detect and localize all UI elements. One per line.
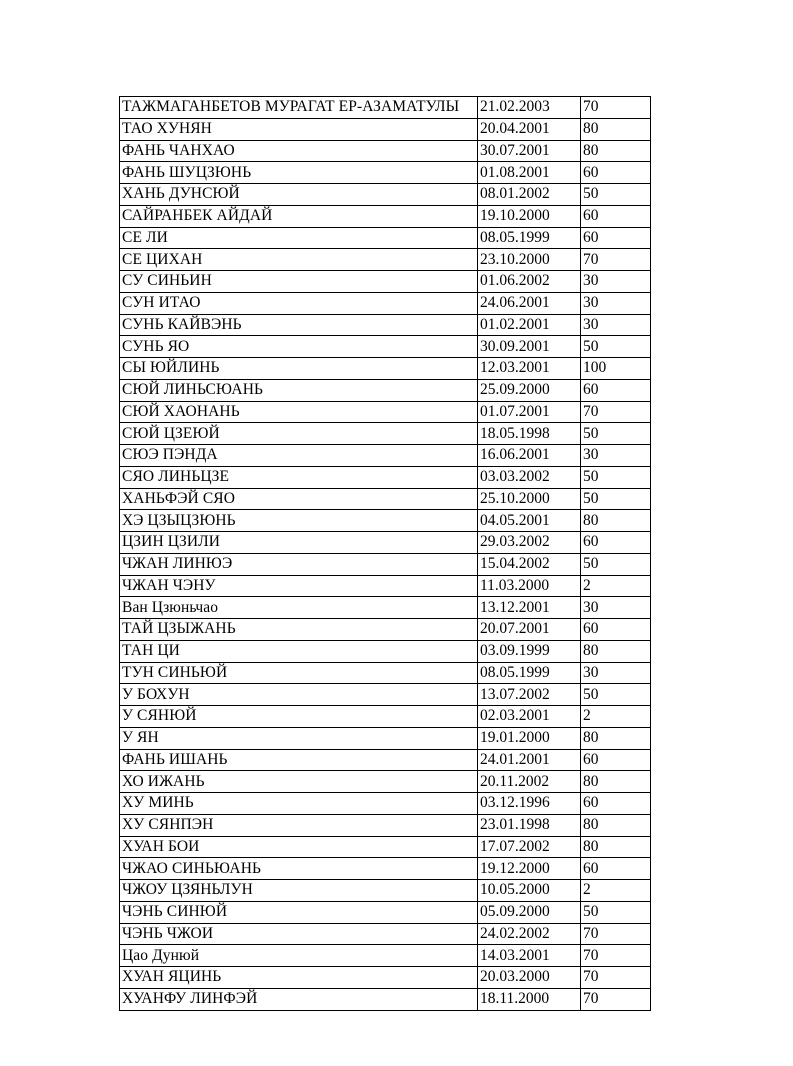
cell-score: 2 (581, 880, 651, 902)
cell-birth-date: 17.07.2002 (478, 836, 581, 858)
table-row (120, 727, 651, 749)
table-row (120, 749, 651, 771)
table-body (120, 97, 651, 1011)
cell-birth-date: 20.07.2001 (478, 619, 581, 641)
table-row (120, 445, 651, 467)
cell-birth-date: 23.01.1998 (478, 814, 581, 836)
cell-score: 2 (581, 575, 651, 597)
cell-score: 50 (581, 488, 651, 510)
cell-name: ЧЖАО СИНЬЮАНЬ (120, 858, 478, 880)
table-row (120, 466, 651, 488)
cell-name: СЮЙ ХАОНАНЬ (120, 401, 478, 423)
table-row (120, 292, 651, 314)
cell-name: СУНЬ ЯО (120, 336, 478, 358)
table-row (120, 423, 651, 445)
cell-score: 50 (581, 336, 651, 358)
cell-birth-date: 08.05.1999 (478, 662, 581, 684)
cell-score: 60 (581, 858, 651, 880)
cell-score: 60 (581, 227, 651, 249)
cell-score: 50 (581, 553, 651, 575)
cell-name: ХУ МИНЬ (120, 793, 478, 815)
cell-score: 80 (581, 814, 651, 836)
cell-birth-date: 25.10.2000 (478, 488, 581, 510)
table-row (120, 271, 651, 293)
table-row (120, 575, 651, 597)
cell-name: СУ СИНЬИН (120, 271, 478, 293)
cell-score: 70 (581, 923, 651, 945)
cell-score: 70 (581, 967, 651, 989)
cell-score: 80 (581, 836, 651, 858)
table-row (120, 488, 651, 510)
table-row (120, 901, 651, 923)
cell-score: 30 (581, 292, 651, 314)
cell-score: 50 (581, 466, 651, 488)
table-row (120, 858, 651, 880)
table-row (120, 836, 651, 858)
cell-name: СЕ ЦИХАН (120, 249, 478, 271)
cell-birth-date: 11.03.2000 (478, 575, 581, 597)
cell-name: СЕ ЛИ (120, 227, 478, 249)
cell-score: 30 (581, 271, 651, 293)
cell-birth-date: 15.04.2002 (478, 553, 581, 575)
cell-score: 60 (581, 793, 651, 815)
cell-score: 30 (581, 314, 651, 336)
cell-birth-date: 04.05.2001 (478, 510, 581, 532)
table-row (120, 140, 651, 162)
cell-birth-date: 01.06.2002 (478, 271, 581, 293)
cell-score: 60 (581, 162, 651, 184)
cell-name: ХАНЬФЭЙ СЯО (120, 488, 478, 510)
table-row (120, 97, 651, 119)
cell-name: СЮЭ ПЭНДА (120, 445, 478, 467)
cell-score: 60 (581, 619, 651, 641)
cell-birth-date: 30.09.2001 (478, 336, 581, 358)
cell-birth-date: 19.12.2000 (478, 858, 581, 880)
cell-name: ТАО ХУНЯН (120, 118, 478, 140)
table-row (120, 379, 651, 401)
cell-birth-date: 03.03.2002 (478, 466, 581, 488)
cell-score: 30 (581, 597, 651, 619)
cell-birth-date: 14.03.2001 (478, 945, 581, 967)
cell-birth-date: 25.09.2000 (478, 379, 581, 401)
cell-name: ХАНЬ ДУНСЮЙ (120, 184, 478, 206)
cell-birth-date: 24.02.2002 (478, 923, 581, 945)
cell-birth-date: 13.07.2002 (478, 684, 581, 706)
cell-birth-date: 19.01.2000 (478, 727, 581, 749)
cell-name: ХУАН БОИ (120, 836, 478, 858)
table-row (120, 880, 651, 902)
cell-birth-date: 20.03.2000 (478, 967, 581, 989)
table-row (120, 314, 651, 336)
cell-score: 80 (581, 118, 651, 140)
table-row (120, 945, 651, 967)
cell-score: 50 (581, 901, 651, 923)
table-row (120, 771, 651, 793)
table-row (120, 227, 651, 249)
cell-birth-date: 23.10.2000 (478, 249, 581, 271)
cell-score: 30 (581, 445, 651, 467)
cell-name: Ван Цзюньчао (120, 597, 478, 619)
cell-score: 80 (581, 640, 651, 662)
cell-name: ЧЖАН ЧЭНУ (120, 575, 478, 597)
cell-score: 80 (581, 510, 651, 532)
table-row (120, 162, 651, 184)
table-row (120, 249, 651, 271)
table-row (120, 662, 651, 684)
table-row (120, 118, 651, 140)
cell-name: ЧЖОУ ЦЗЯНЬЛУН (120, 880, 478, 902)
cell-name: ТАЖМАГАНБЕТОВ МУРАГАТ ЕР-АЗАМАТУЛЫ (120, 97, 478, 119)
cell-name: САЙРАНБЕК АЙДАЙ (120, 205, 478, 227)
table-row (120, 336, 651, 358)
cell-birth-date: 03.12.1996 (478, 793, 581, 815)
cell-birth-date: 05.09.2000 (478, 901, 581, 923)
cell-birth-date: 12.03.2001 (478, 358, 581, 380)
cell-name: СЮЙ ЦЗЕЮЙ (120, 423, 478, 445)
cell-name: У СЯНЮЙ (120, 706, 478, 728)
cell-name: ФАНЬ ИШАНЬ (120, 749, 478, 771)
table-row (120, 684, 651, 706)
cell-birth-date: 02.03.2001 (478, 706, 581, 728)
cell-name: ХЭ ЦЗЫЦЗЮНЬ (120, 510, 478, 532)
table-row (120, 793, 651, 815)
table-row (120, 401, 651, 423)
table-row (120, 184, 651, 206)
table-row (120, 923, 651, 945)
cell-score: 70 (581, 988, 651, 1010)
table-row (120, 619, 651, 641)
cell-birth-date: 16.06.2001 (478, 445, 581, 467)
cell-score: 60 (581, 379, 651, 401)
cell-birth-date: 19.10.2000 (478, 205, 581, 227)
cell-birth-date: 21.02.2003 (478, 97, 581, 119)
cell-score: 70 (581, 249, 651, 271)
table-row (120, 532, 651, 554)
cell-score: 80 (581, 727, 651, 749)
table-row (120, 553, 651, 575)
cell-name: ЧЭНЬ СИНЮЙ (120, 901, 478, 923)
cell-score: 70 (581, 401, 651, 423)
table-row (120, 640, 651, 662)
cell-score: 80 (581, 771, 651, 793)
cell-birth-date: 18.11.2000 (478, 988, 581, 1010)
cell-birth-date: 01.08.2001 (478, 162, 581, 184)
cell-score: 2 (581, 706, 651, 728)
table-row (120, 597, 651, 619)
cell-name: Цао Дунюй (120, 945, 478, 967)
cell-name: СЮЙ ЛИНЬСЮАНЬ (120, 379, 478, 401)
table-row (120, 988, 651, 1010)
cell-name: СУНЬ КАЙВЭНЬ (120, 314, 478, 336)
table-row (120, 814, 651, 836)
cell-score: 60 (581, 532, 651, 554)
cell-birth-date: 20.11.2002 (478, 771, 581, 793)
cell-score: 80 (581, 140, 651, 162)
cell-name: СЫ ЮЙЛИНЬ (120, 358, 478, 380)
cell-score: 50 (581, 423, 651, 445)
cell-name: У БОХУН (120, 684, 478, 706)
cell-name: ХО ИЖАНЬ (120, 771, 478, 793)
cell-birth-date: 24.06.2001 (478, 292, 581, 314)
cell-birth-date: 01.07.2001 (478, 401, 581, 423)
table-row (120, 510, 651, 532)
cell-score: 30 (581, 662, 651, 684)
cell-name: ХУАН ЯЦИНЬ (120, 967, 478, 989)
cell-name: ТУН СИНЬЮЙ (120, 662, 478, 684)
cell-score: 70 (581, 945, 651, 967)
cell-name: У ЯН (120, 727, 478, 749)
cell-score: 60 (581, 205, 651, 227)
cell-birth-date: 03.09.1999 (478, 640, 581, 662)
cell-name: ХУ СЯНПЭН (120, 814, 478, 836)
cell-name: ТАЙ ЦЗЫЖАНЬ (120, 619, 478, 641)
cell-birth-date: 30.07.2001 (478, 140, 581, 162)
cell-score: 60 (581, 749, 651, 771)
cell-name: ФАНЬ ШУЦЗЮНЬ (120, 162, 478, 184)
cell-name: ТАН ЦИ (120, 640, 478, 662)
cell-score: 50 (581, 184, 651, 206)
cell-name: СЯО ЛИНЬЦЗЕ (120, 466, 478, 488)
cell-birth-date: 10.05.2000 (478, 880, 581, 902)
table-row (120, 706, 651, 728)
cell-name: ЦЗИН ЦЗИЛИ (120, 532, 478, 554)
table-row (120, 967, 651, 989)
cell-birth-date: 24.01.2001 (478, 749, 581, 771)
cell-birth-date: 20.04.2001 (478, 118, 581, 140)
cell-birth-date: 01.02.2001 (478, 314, 581, 336)
cell-name: ФАНЬ ЧАНХАО (120, 140, 478, 162)
cell-birth-date: 18.05.1998 (478, 423, 581, 445)
cell-birth-date: 29.03.2002 (478, 532, 581, 554)
cell-name: СУН ИТАО (120, 292, 478, 314)
cell-birth-date: 08.01.2002 (478, 184, 581, 206)
cell-birth-date: 08.05.1999 (478, 227, 581, 249)
cell-name: ЧЭНЬ ЧЖОИ (120, 923, 478, 945)
cell-score: 100 (581, 358, 651, 380)
student-table (119, 96, 651, 1011)
cell-name: ЧЖАН ЛИНЮЭ (120, 553, 478, 575)
table-row (120, 205, 651, 227)
table-row (120, 358, 651, 380)
cell-name: ХУАНФУ ЛИНФЭЙ (120, 988, 478, 1010)
cell-birth-date: 13.12.2001 (478, 597, 581, 619)
cell-score: 50 (581, 684, 651, 706)
cell-score: 70 (581, 97, 651, 119)
